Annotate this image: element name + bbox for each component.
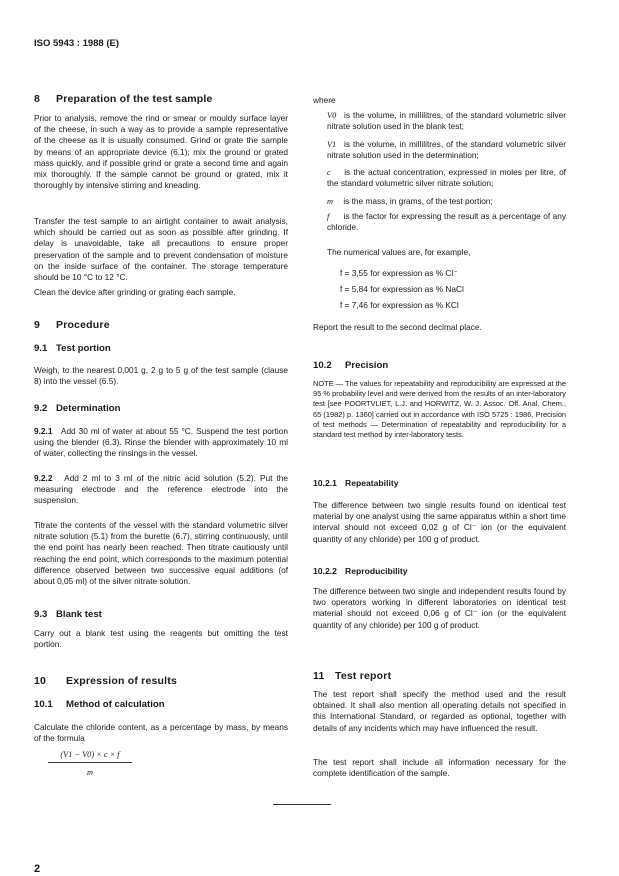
- section-10-2-2-heading: 10.2.2 Reproducibility: [313, 566, 408, 576]
- page-number: 2: [34, 863, 41, 875]
- section-8-para-3: Clean the device after grinding or grating each sample.: [34, 287, 236, 297]
- section-9-2-1-para: 9.2.1 Add 30 ml of water at about 55 °C. Suspend the test portion using the blender (6.3). Rinse the blender with approximately 10 ml of water, collecting the rinsings in the vessel.: [34, 426, 288, 459]
- report-decimal-text: Report the result to the second decimal place.: [313, 322, 482, 332]
- section-9-2-heading: 9.2 Determination: [34, 403, 121, 414]
- factor-nacl: f = 5,84 for expression as % NaCl: [340, 284, 464, 294]
- where-label: where: [313, 95, 336, 105]
- section-8-para-1: Prior to analysis, remove the rind or smear or mouldy surface layer of the cheese, in such a way as to provide a sample representative of the cheese as it is usually consumed. Grind or grate the sample by means of an appropriate device (6.1); mix the ground or grated mass quickly, and if possible grind or grate a second time and again mix thoroughly. If the sample cannot be ground or grated, mix it thoroughly by intensive stirring and kneading.: [34, 113, 288, 191]
- section-10-1-heading: 10.1 Method of calculation: [34, 699, 165, 710]
- section-11-para-2: The test report shall include all information necessary for the complete identification of the sample.: [313, 757, 566, 779]
- chloride-formula: (V1 − V0) × c × f m: [48, 750, 132, 777]
- definition-f: f is the factor for expressing the result as a percentage of any chloride.: [327, 211, 566, 233]
- section-10-2-1-heading: 10.2.1 Repeatability: [313, 478, 399, 488]
- factor-cl: f = 3,55 for expression as % Cl⁻: [340, 268, 458, 278]
- section-9-3-para: Carry out a blank test using the reagents but omitting the test portion.: [34, 628, 288, 650]
- definition-m: m is the mass, in grams, of the test portion;: [327, 196, 493, 206]
- repeatability-para: The difference between two single results found on identical test material by one analyst using the same apparatus within a short time interval should not exceed 0,02 g of Cl⁻ ion (or the equivalent quantity of any chloride) per 100 g of product.: [313, 500, 566, 544]
- factor-kcl: f = 7,46 for expression as % KCl: [340, 300, 459, 310]
- section-11-para-1: The test report shall specify the method used and the result obtained. It shall also mention all operating details not specified in this International Standard, or regarded as optional, together with details of any incidents which may have influenced the result.: [313, 689, 566, 733]
- section-9-1-heading: 9.1 Test portion: [34, 343, 111, 354]
- definition-v1: V1 is the volume, in millilitres, of the standard volumetric silver nitrate solution used in the determination;: [327, 139, 566, 161]
- page-header: ISO 5943 : 1988 (E): [34, 38, 120, 49]
- section-8-para-2: Transfer the test sample to an airtight container to await analysis, which should be carried out as soon as possible after grinding. If delay is unavoidable, take all precautions to ensure proper preservation of the sample and to prevent condensation of moisture on the inside surface of the container. The storage temperature should be 10 °C to 12 °C.: [34, 216, 288, 283]
- section-9-1-para: Weigh, to the nearest 0,001 g, 2 g to 5 g of the test sample (clause 8) into the vessel (6.5).: [34, 365, 288, 387]
- precision-note: NOTE — The values for repeatability and reproducibility are expressed at the 95 % probability level and were derived from the results of an inter-laboratory test [see POORTVLIET, L.J. and HORWITZ, W. J. Assoc. Off. Anal. Chem., 65 (1982) p. 1360] carried out in accordance with ISO 5725 : 1986, Precision of test methods — Determination of repeatability and reproducibility for a standard test method by inter-laboratory tests.: [313, 379, 566, 440]
- footer-rule-right: [300, 804, 331, 805]
- definition-c: c is the actual concentration, expressed in moles per litre, of the standard volumetric silver nitrate solution;: [327, 167, 566, 189]
- numerical-values-text: The numerical values are, for example,: [327, 247, 471, 257]
- section-9-2-2-para: 9.2.2 Add 2 ml to 3 ml of the nitric acid solution (5.2). Put the measuring electrode and the reference electrode into the suspension.: [34, 473, 288, 506]
- section-10-1-para: Calculate the chloride content, as a percentage by mass, by means of the formula: [34, 722, 288, 744]
- section-9-heading: 9 Procedure: [34, 319, 110, 331]
- section-9-2-titrate-para: Titrate the contents of the vessel with the standard volumetric silver nitrate solution (5.1) from the burette (6.7), stirring continuously, until the end point has nearly been reached. Then titrate cautiously until reaching the end point, which corresponds to the maximum potential difference observed between two successive equal additions (of about 0,05 ml) of the silver nitrate solution.: [34, 520, 288, 587]
- section-10-heading: 10 Expression of results: [34, 675, 177, 687]
- section-8-heading: 8 Preparation of the test sample: [34, 93, 213, 105]
- section-9-3-heading: 9.3 Blank test: [34, 609, 102, 620]
- section-10-2-heading: 10.2 Precision: [313, 360, 389, 371]
- section-11-heading: 11 Test report: [313, 670, 392, 682]
- reproducibility-para: The difference between two single and independent results found by two operators working in different laboratories on identical test material should not exceed 0,06 g of Cl⁻ ion (or the equivalent quantity of any chloride) per 100 g of product.: [313, 586, 566, 630]
- definition-v0: V0 is the volume, in millilitres, of the standard volumetric silver nitrate solution used in the blank test;: [327, 110, 566, 132]
